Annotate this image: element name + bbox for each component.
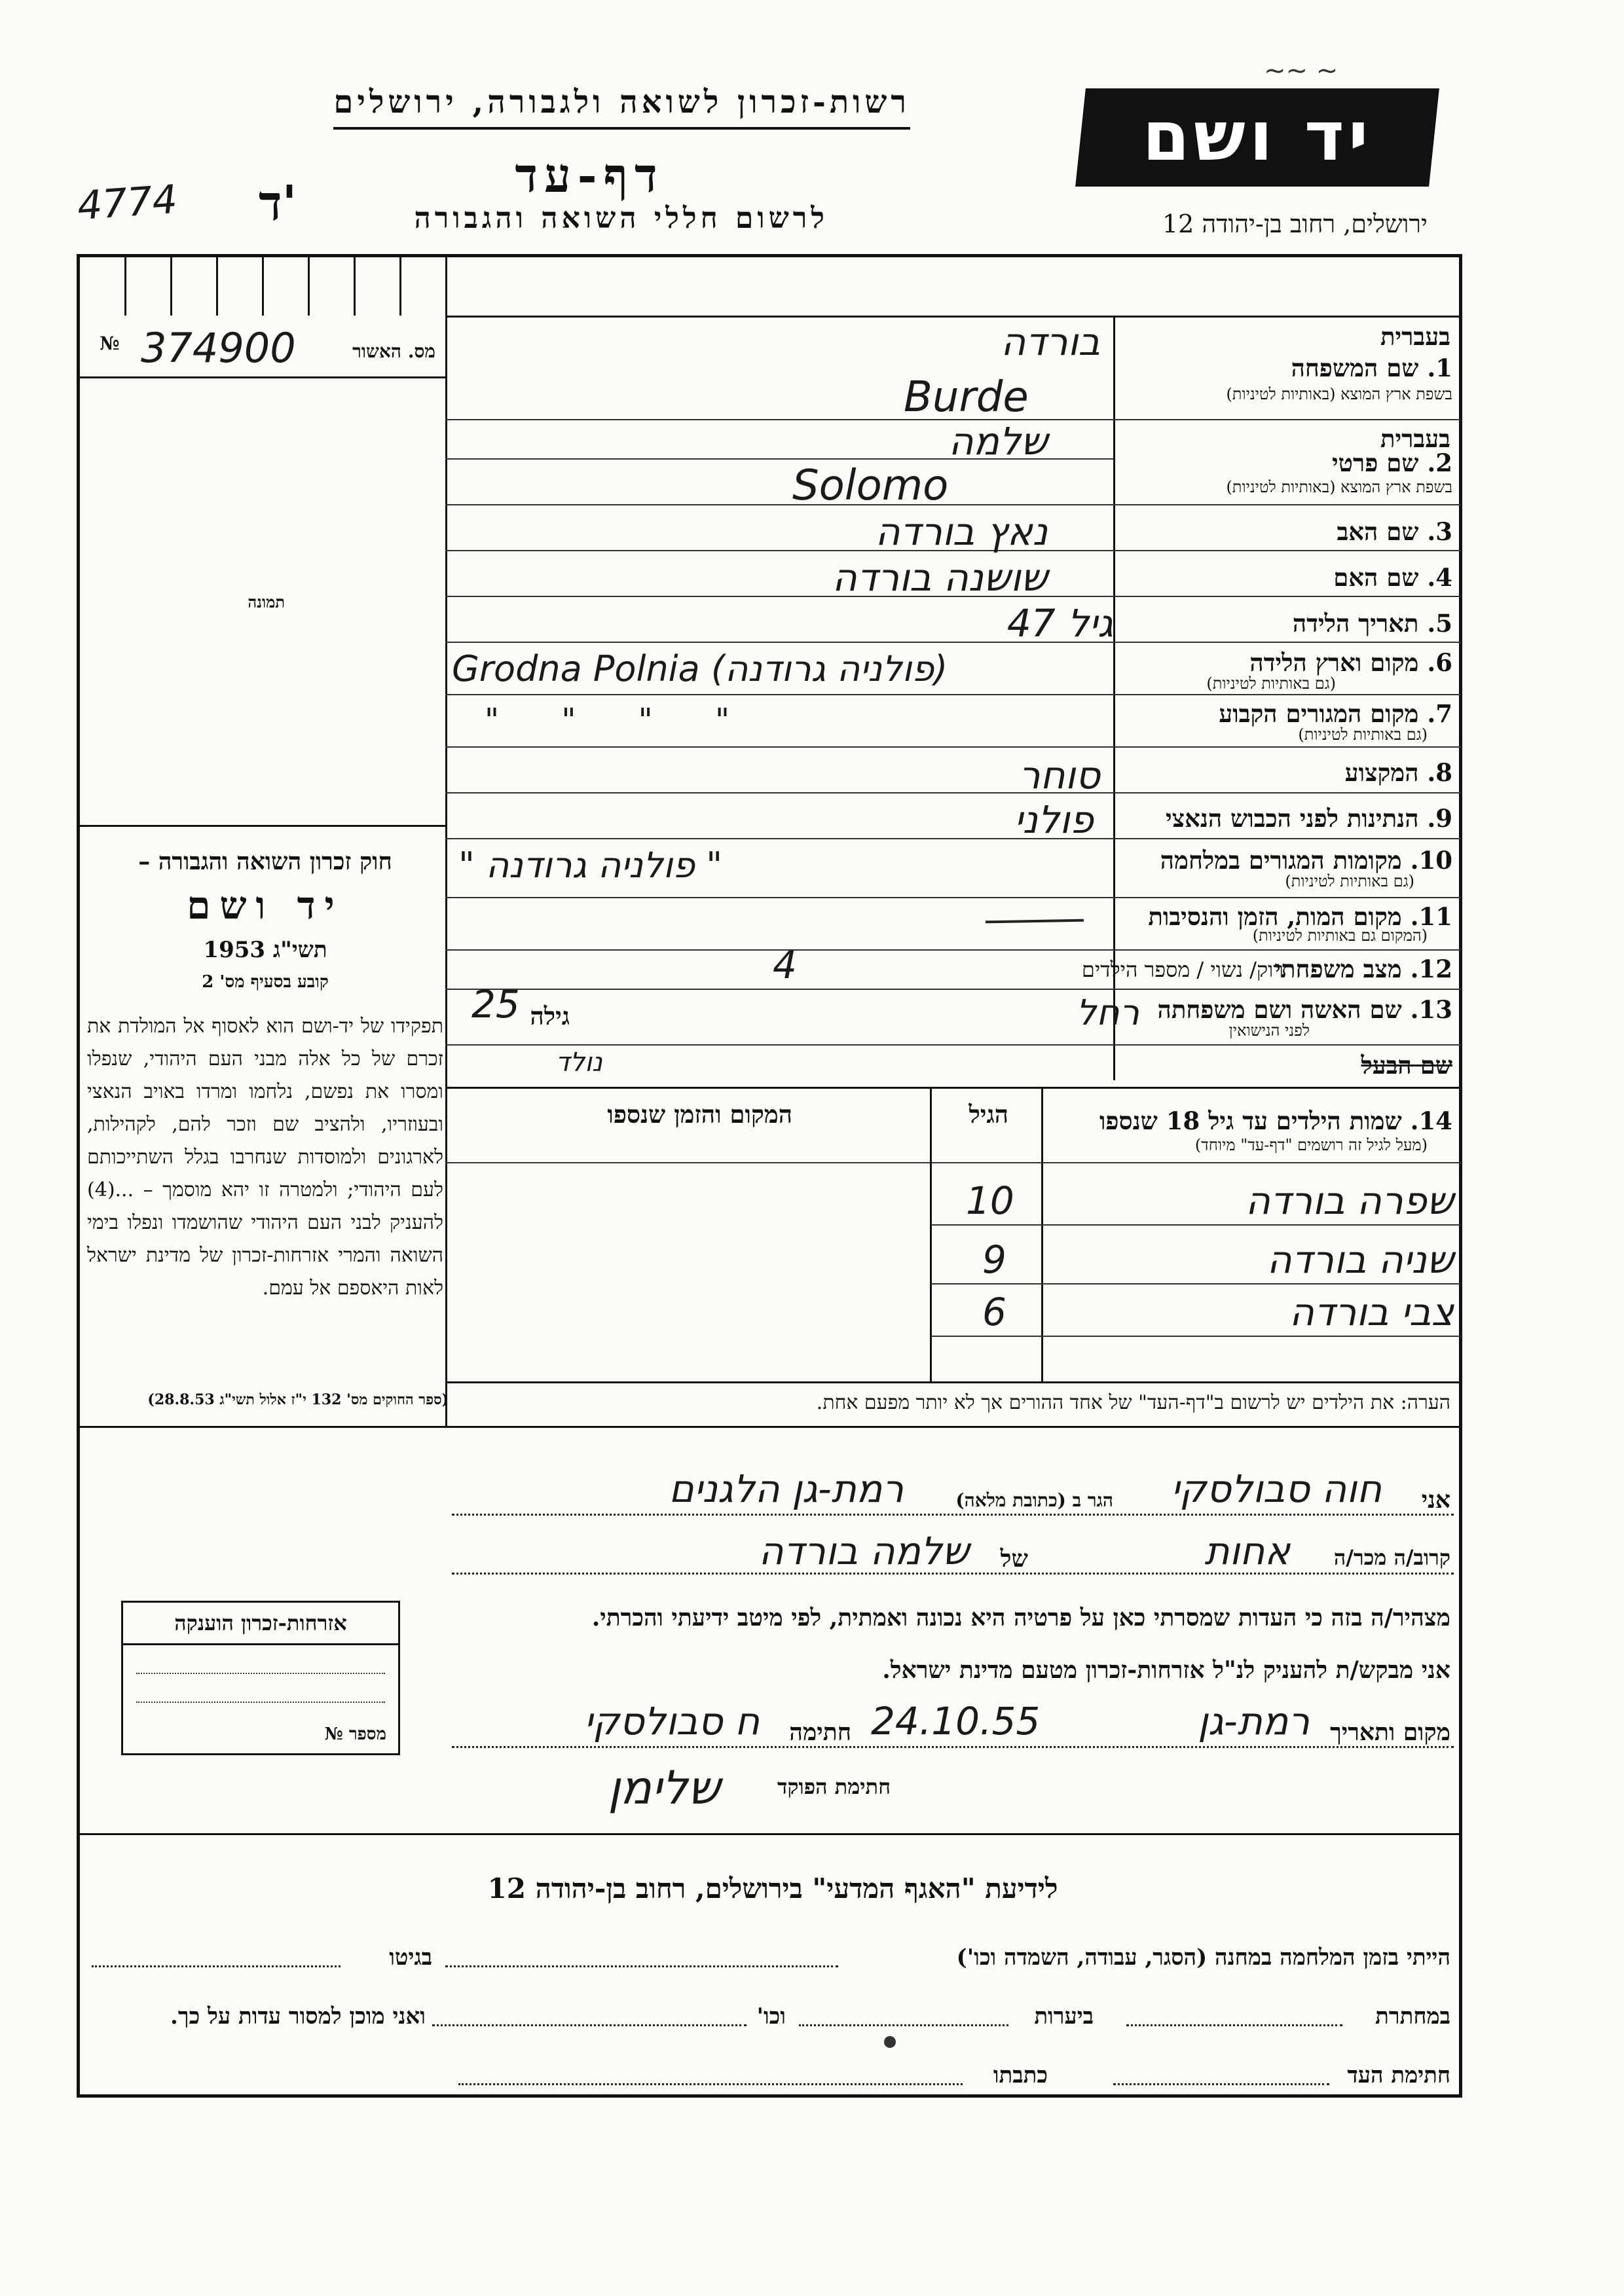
law-heading: חוק זכרון השואה והגבורה – (138, 848, 392, 875)
logo-text: יד ושם (1142, 96, 1373, 176)
law-name: יד ושם (187, 883, 344, 928)
law-section: קובע בסעיף מס' 2 (202, 972, 329, 992)
children-age-header: הגיל (969, 1100, 1008, 1129)
declaration-dots (452, 1571, 1454, 1575)
approval-value: 374900 (141, 324, 296, 372)
declarant-name: חוה סבולסקי (1171, 1467, 1382, 1511)
tick (216, 255, 218, 316)
field-10-sub: (גם באותיות לטיניות) (1285, 872, 1414, 890)
footer-line3-a: חתימת העד (1347, 2062, 1450, 2088)
children-header-bottom (445, 1162, 1461, 1163)
children-col-divider (930, 1088, 932, 1383)
footer-dots (458, 2082, 963, 2085)
field-2-label: 2. שם פרטי (1331, 448, 1452, 477)
footer-dots (799, 2023, 1008, 2026)
footer-dots (445, 1964, 838, 1967)
father-name: נאץ בורדה (875, 509, 1048, 554)
field-13-sub: לפני הנישואין (1228, 1021, 1310, 1040)
field-1-sub: בשפת ארץ המוצא (באותיות לטיניות) (1226, 385, 1452, 403)
place-date-label: מקום ותאריך (1330, 1719, 1450, 1746)
residing-value: רמת-גן הלגנים (669, 1467, 904, 1511)
note-bottom-line (78, 1426, 1461, 1428)
in-hebrew-label-2: בעברית (1380, 424, 1450, 453)
officer-signature: שלימן (608, 1761, 720, 1815)
children-place-header: המקום והזמן שנספו (607, 1100, 792, 1129)
tick (170, 255, 172, 316)
field-3-label: 3. שם האב (1337, 517, 1452, 546)
field-11-sub: (המקום גם באותיות לטיניות) (1252, 926, 1428, 945)
husband-value: נולד (555, 1048, 602, 1078)
children-header-line (445, 1087, 1461, 1089)
signature-value: ח סבולסקי (583, 1699, 760, 1743)
family-name-latin: Burde (904, 373, 1029, 422)
row-line (445, 792, 1461, 793)
occupation: סוחר (1018, 753, 1100, 797)
field-1-label: 1. שם המשפחה (1291, 354, 1452, 382)
field-14-sub: (מעל לגיל זה רושמים "דף-עד" מיוחד) (1194, 1136, 1428, 1154)
residing-label: הגר ב (כתובת מלאה) (955, 1489, 1113, 1511)
photo-bottom-line (78, 825, 445, 827)
punch-hole-dot (884, 2036, 896, 2048)
declaration-bottom-line (78, 1833, 1461, 1835)
footer-line2-d: ואני מוכן למסור עדות על כך. (170, 2003, 426, 2030)
declaration-dots (452, 1745, 1454, 1748)
citizenship-line (136, 1673, 385, 1674)
form-subtitle: לרשום חללי השואה והגבורה (414, 202, 828, 235)
officer-label: חתימת הפוקד (777, 1774, 891, 1799)
row-line (445, 989, 1461, 990)
approval-line (78, 376, 445, 378)
law-year: תשי"ג 1953 (203, 937, 327, 963)
child-age: 9 (982, 1237, 1006, 1282)
statement-2: אני מבקש/ת להעניק לנ"ל אזרחות-זכרון מטעם מדינת ישראל. (882, 1656, 1450, 1684)
statement-1: מצהיר/ה בזה כי העדות שמסרתי כאן על פרטיה היא נכונה ואמתית, לפי מיטב ידיעתי והכרתי. (591, 1604, 1450, 1631)
field-5-label: 5. תאריך הלידה (1292, 609, 1452, 638)
citizenship-box (121, 1601, 400, 1755)
yad-vashem-logo (1080, 88, 1434, 187)
nationality: פולני (1014, 797, 1094, 842)
logo-scribble: ~~ ~ (1264, 56, 1338, 86)
birth-place: Grodna Polnia (פולניה גרודנה) (452, 648, 948, 689)
first-name-hebrew: שלמה (948, 419, 1048, 464)
footer-notice: לידיעת "האגף המדעי" בירושלים, רחוב בן-יהודה 12 (487, 1872, 1058, 1904)
field-14-label: 14. שמות הילדים עד גיל 18 שנספו (1099, 1106, 1452, 1135)
child-row-line (931, 1283, 1461, 1285)
field-7-label: 7. מקום המגורים הקבוע (1219, 699, 1452, 728)
footer-line3-b: כתבתו (993, 2062, 1048, 2088)
in-hebrew-label-1: בעברית (1380, 322, 1450, 351)
footer-dots (1126, 2023, 1342, 2026)
tick (399, 255, 401, 316)
tick (354, 255, 356, 316)
footer-dots (92, 1964, 341, 1967)
citizenship-number-label: מספר № (324, 1724, 386, 1744)
wife-age-label: גילה (530, 1002, 570, 1030)
photo-label: תמונה (248, 592, 285, 611)
file-letter: ד' (259, 175, 297, 232)
row-line (445, 746, 1461, 748)
children-count: 4 (773, 943, 797, 987)
field-8-label: 8. המקצוע (1344, 758, 1452, 787)
approval-label: מס. האשור (352, 340, 435, 362)
tick (308, 255, 310, 316)
wartime-residence: " פולניה גרודנה " (458, 845, 723, 886)
field-11-label: 11. מקום המות, הזמן והנסיבות (1148, 902, 1452, 931)
approval-number-sign: № (100, 333, 120, 354)
child-row-line (931, 1224, 1461, 1226)
form-title: דף-עד (515, 147, 664, 203)
of-value: שלמה בורדה (758, 1529, 969, 1573)
child-name: שפרה בורדה (1245, 1178, 1454, 1223)
row-line (445, 838, 1461, 839)
field-2-sub: בשפת ארץ המוצא (באותיות לטיניות) (1226, 478, 1452, 496)
field-13-label: 13. שם האשה ושם משפחתה (1157, 995, 1452, 1024)
top-header-line (445, 316, 1461, 318)
tick (262, 255, 264, 316)
tick (124, 255, 126, 316)
wife-age: 25 (471, 982, 520, 1027)
footer-line2-b: ביערות (1034, 2003, 1094, 2030)
footer-line1-b: בגיטו (389, 1944, 432, 1971)
citizenship-line (136, 1702, 385, 1703)
field-7-sub: (גם באותיות לטיניות) (1298, 725, 1428, 744)
husband-label: שם הבעל (1361, 1051, 1452, 1080)
field-4-label: 4. שם האם (1333, 563, 1452, 592)
wife-name: רחל (1076, 992, 1139, 1033)
law-box (82, 848, 449, 1305)
citizenship-title: אזרחות-זכרון הוענקה (123, 1603, 398, 1645)
field-6-sub: (גם באותיות לטיניות) (1206, 674, 1336, 693)
declarant-label: אני (1421, 1486, 1450, 1514)
child-age: 6 (982, 1290, 1006, 1334)
children-note: הערה: את הילדים יש לרשום ב"דף-העד" של אחד ההורים אך לא יותר מפעם אחת. (816, 1391, 1450, 1414)
footer-line2-a: במחתרת (1375, 2003, 1450, 2030)
address: ירושלים, רחוב בן-יהודה 12 (1162, 210, 1428, 238)
footer-dots (432, 2023, 747, 2026)
relation-label: קרוב/ה מכר/ה (1333, 1545, 1450, 1570)
child-row-line (931, 1336, 1461, 1337)
footer-dots (1113, 2082, 1329, 2085)
footer-line2-c: וכו' (756, 2003, 786, 2030)
child-age: 10 (966, 1178, 1014, 1223)
marital-options: רוק/ נשוי / מספר הילדים (1081, 957, 1283, 982)
authority-name: רשות-זכרון לשואה ולגבורה, ירושלים (333, 84, 910, 130)
of-label: של (1000, 1545, 1028, 1573)
field-12-label: 12. מצב משפחתי (1274, 955, 1452, 983)
date-value: 24.10.55 (871, 1699, 1041, 1743)
family-name-hebrew: בורדה (1001, 319, 1100, 364)
field-6-label: 6. מקום וארץ הלידה (1249, 648, 1452, 677)
residence: " " " " (485, 702, 756, 738)
file-number: 4774 (75, 176, 179, 230)
signature-label: חתימה (789, 1719, 851, 1746)
first-name-latin: Solomo (792, 462, 949, 510)
mother-name: שושנה בורדה (832, 555, 1048, 600)
children-col-divider (1041, 1088, 1043, 1383)
child-name: שניה בורדה (1266, 1237, 1454, 1282)
field-9-label: 9. הנתינות לפני הכבוש הנאצי (1166, 804, 1452, 833)
birth-date: גיל 47 (1006, 601, 1113, 646)
row-line (445, 694, 1461, 695)
law-source: (ספר החוקים מס' 132 י"ז אלול תשי"ג 28.8.53) (147, 1391, 449, 1408)
row-line (445, 642, 1461, 643)
children-bottom-line (445, 1381, 1461, 1383)
place-value: רמת-גן (1198, 1699, 1310, 1743)
row-line (445, 897, 1461, 898)
row-line (445, 504, 1461, 505)
declaration-dots (452, 1512, 1454, 1516)
row-line (445, 949, 1461, 951)
relation-value: אחות (1204, 1529, 1290, 1573)
law-body: תפקידו של יד-ושם הוא לאסוף אל המולדת את זכרם של כל אלה מבני העם היהודי, שנפלו ומסרו את נפשם, נלחמו ומרדו באויב הנאצי ובעוזריו, ולהציב שם וזכר להם, לקהילות, לארגונים ולמוסדות שנחרבו בגלל השתייכותם לעם היהודי; ולמטרה זו יהא מוסמך – ...(4) להעניק לבני העם היהודי שהושמדו ונפלו בימי השואה והמרי אזרחות-זכרון של מדינת ישראל לאות היאספם אל עמם. (87, 1015, 443, 1300)
field-10-label: 10. מקומות המגורים במלחמה (1160, 846, 1452, 875)
row-line (445, 1044, 1461, 1046)
child-name: צבי בורדה (1289, 1290, 1454, 1334)
footer-line1-a: הייתי בזמן המלחמה במחנה (הסגר, עבודה, השמדה וכו') (956, 1944, 1450, 1971)
